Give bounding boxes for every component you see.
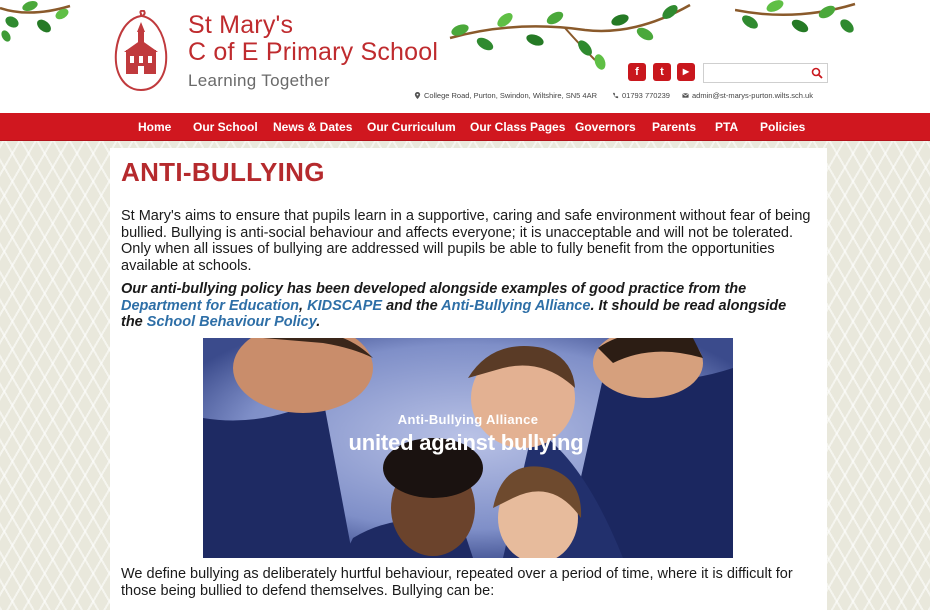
nav-item-our-school[interactable]: Our School [193, 120, 258, 134]
anti-bullying-alliance-link[interactable]: Anti-Bullying Alliance [441, 297, 591, 314]
school-logo[interactable] [110, 10, 172, 92]
nav-item-governors[interactable]: Governors [575, 120, 636, 134]
policy-text-5: . [316, 314, 321, 331]
department-for-education-link[interactable]: Department for Education [121, 297, 300, 314]
nav-item-news-dates[interactable]: News & Dates [273, 120, 353, 134]
school-name[interactable] [188, 12, 438, 66]
leaf-branch-right-decoration [735, 0, 860, 40]
search-box [703, 63, 828, 83]
school-behaviour-policy-link[interactable]: School Behaviour Policy [146, 314, 317, 331]
email-info[interactable] [682, 91, 813, 100]
banner-caption-large: united against bullying [348, 430, 584, 455]
address-text: College Road, Purton, Swindon, Wiltshire, SN5 4AR [424, 91, 597, 100]
policy-paragraph [121, 281, 811, 331]
nav-item-our-curriculum[interactable]: Our Curriculum [367, 120, 456, 134]
youtube-icon[interactable]: ▶ [677, 63, 695, 81]
address-info [414, 91, 597, 100]
phone-text: 01793 770239 [622, 91, 670, 100]
policy-text-3: and the [382, 297, 442, 314]
search-input[interactable] [706, 65, 806, 81]
intro-paragraph: St Mary's aims to ensure that pupils learn in a supportive, caring and safe environment without fear of being bullied. Bullying is anti-social behaviour and affects everyone; it is unacceptable and will not be tolerated. Only when all issues of bullying are addressed will pupils be able to fully benefit from the opportunities available at schools. [121, 208, 811, 274]
phone-icon [612, 92, 619, 99]
nav-item-policies[interactable]: Policies [760, 120, 806, 134]
main-navigation [0, 113, 930, 141]
nav-item-parents[interactable]: Parents [652, 120, 697, 134]
search-icon[interactable] [811, 67, 823, 79]
anti-bullying-banner-image [203, 338, 733, 558]
twitter-icon[interactable]: t [653, 63, 671, 81]
leaf-branch-center-decoration [445, 0, 695, 70]
page-title: ANTI-BULLYING [121, 157, 325, 187]
leaf-branch-left-decoration [0, 0, 80, 45]
content-panel [110, 148, 827, 610]
facebook-icon[interactable]: f [628, 63, 646, 81]
policy-text-4: . It should be read alongside the [121, 297, 787, 331]
kidscape-link[interactable]: KIDSCAPE [307, 297, 383, 314]
school-name-line-1: St Mary's [188, 11, 294, 39]
policy-text-1: Our anti-bullying policy has been developed alongside examples of good practice from the [121, 281, 747, 297]
nav-item-home[interactable]: Home [138, 120, 172, 134]
site-header [0, 0, 930, 113]
envelope-icon [682, 92, 689, 99]
nav-item-pta[interactable]: PTA [715, 120, 739, 134]
banner-caption-small: Anti-Bullying Alliance [397, 412, 539, 427]
school-name-line-2: C of E Primary School [188, 38, 439, 66]
school-tagline: Learning Together [188, 71, 330, 90]
nav-item-our-class-pages[interactable]: Our Class Pages [470, 120, 566, 134]
map-pin-icon [414, 92, 421, 99]
definition-paragraph: We define bullying as deliberately hurtful behaviour, repeated over a period of time, where it is difficult for those being bullied to defend themselves. Bullying can be: [121, 566, 793, 599]
policy-text-2: , [299, 297, 308, 314]
email-link[interactable]: admin@st-marys-purton.wilts.sch.uk [692, 91, 813, 100]
phone-info [612, 91, 670, 100]
